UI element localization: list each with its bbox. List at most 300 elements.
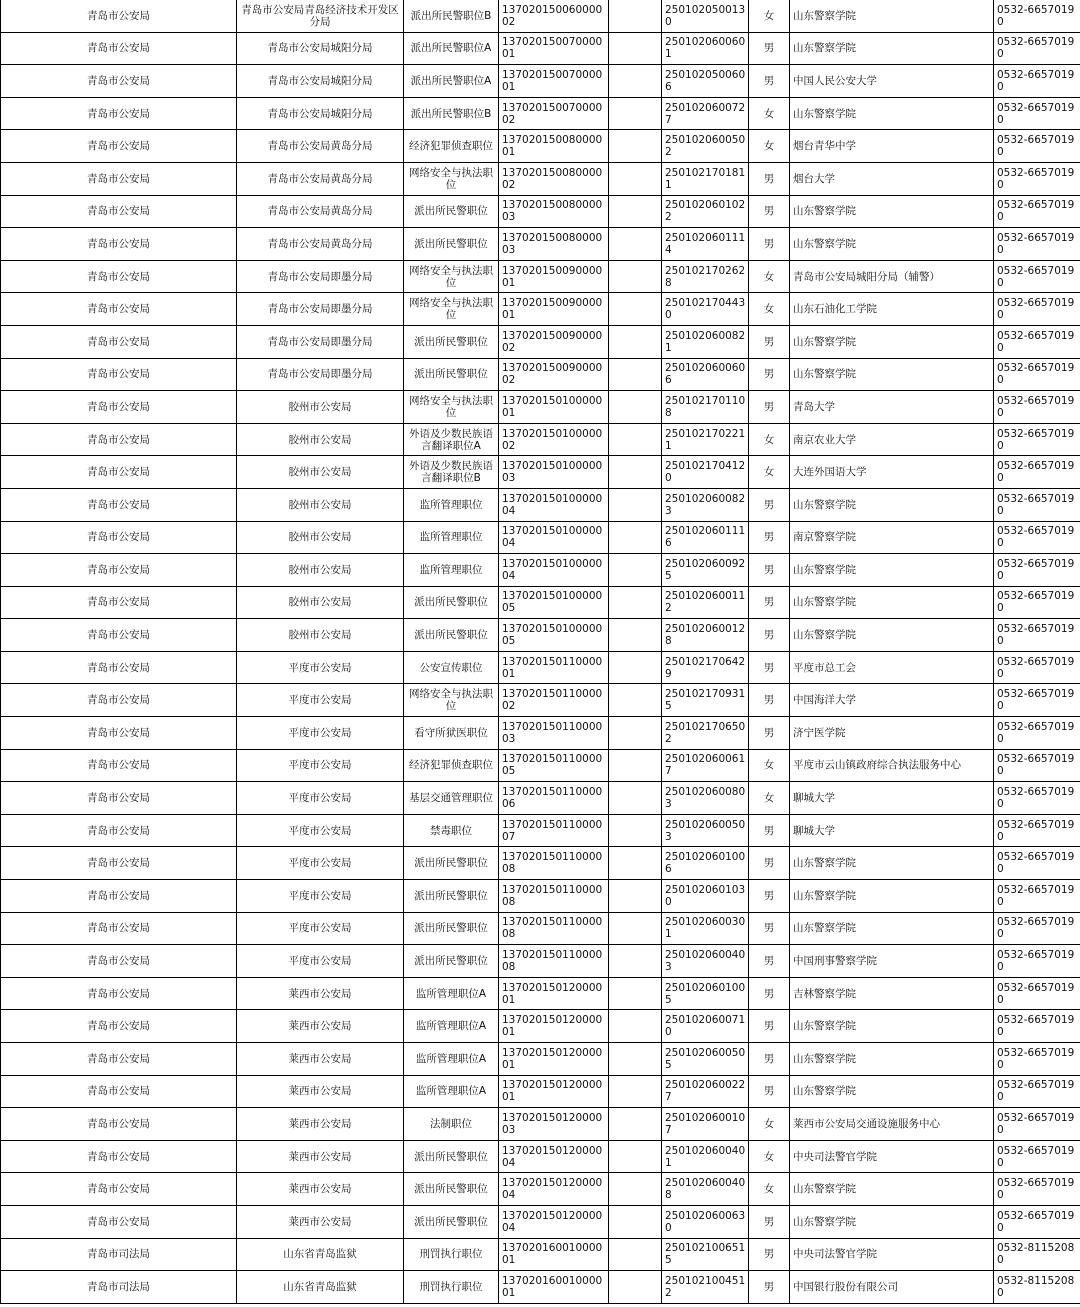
cell-exam-id: 2501021706429 xyxy=(662,651,749,684)
cell-school: 平度市云山镇政府综合执法服务中心 xyxy=(790,749,994,782)
cell-position: 派出所民警职位 xyxy=(404,358,499,391)
cell-org: 青岛市公安局 xyxy=(1,1010,237,1043)
cell-blank xyxy=(609,521,662,554)
cell-unit: 青岛市公安局黄岛分局 xyxy=(237,195,404,228)
cell-blank xyxy=(609,1108,662,1141)
cell-phone: 0532-66570190 xyxy=(994,782,1080,815)
cell-position-code: 13702015010000004 xyxy=(499,554,609,587)
cell-position-code: 13702015009000001 xyxy=(499,260,609,293)
table-row xyxy=(1,782,1080,815)
cell-unit: 胶州市公安局 xyxy=(237,554,404,587)
cell-unit: 青岛市公安局即墨分局 xyxy=(237,325,404,358)
cell-position: 派出所民警职位 xyxy=(404,945,499,978)
cell-gender: 女 xyxy=(749,0,790,32)
cell-school: 聊城大学 xyxy=(790,814,994,847)
cell-unit: 青岛市公安局黄岛分局 xyxy=(237,130,404,163)
cell-school: 济宁医学院 xyxy=(790,717,994,750)
cell-org: 青岛市公安局 xyxy=(1,130,237,163)
cell-exam-id: 2501021004512 xyxy=(662,1271,749,1304)
cell-unit: 莱西市公安局 xyxy=(237,1205,404,1238)
cell-org: 青岛市公安局 xyxy=(1,32,237,65)
cell-org: 青岛市公安局 xyxy=(1,749,237,782)
cell-exam-id: 2501020600301 xyxy=(662,912,749,945)
cell-phone: 0532-66570190 xyxy=(994,358,1080,391)
cell-phone: 0532-66570190 xyxy=(994,162,1080,195)
table-row xyxy=(1,1238,1080,1271)
cell-position-code: 13702015009000002 xyxy=(499,358,609,391)
cell-unit: 莱西市公安局 xyxy=(237,1108,404,1141)
cell-exam-id: 2501020601022 xyxy=(662,195,749,228)
cell-unit: 莱西市公安局 xyxy=(237,1075,404,1108)
cell-org: 青岛市司法局 xyxy=(1,1271,237,1304)
cell-school: 山东警察学院 xyxy=(790,1043,994,1076)
cell-position: 监所管理职位 xyxy=(404,521,499,554)
cell-unit: 平度市公安局 xyxy=(237,945,404,978)
cell-phone: 0532-66570190 xyxy=(994,1010,1080,1043)
cell-gender: 男 xyxy=(749,32,790,65)
cell-blank xyxy=(609,195,662,228)
cell-exam-id: 2501021006515 xyxy=(662,1238,749,1271)
cell-school: 山东警察学院 xyxy=(790,97,994,130)
cell-gender: 男 xyxy=(749,195,790,228)
cell-gender: 男 xyxy=(749,1043,790,1076)
cell-blank xyxy=(609,977,662,1010)
cell-unit: 胶州市公安局 xyxy=(237,488,404,521)
cell-unit: 青岛市公安局城阳分局 xyxy=(237,32,404,65)
cell-exam-id: 2501020600408 xyxy=(662,1173,749,1206)
cell-school: 烟台青华中学 xyxy=(790,130,994,163)
cell-org: 青岛市公安局 xyxy=(1,1043,237,1076)
cell-unit: 平度市公安局 xyxy=(237,717,404,750)
cell-unit: 胶州市公安局 xyxy=(237,391,404,424)
cell-exam-id: 2501021702628 xyxy=(662,260,749,293)
cell-phone: 0532-66570190 xyxy=(994,1043,1080,1076)
cell-blank xyxy=(609,32,662,65)
cell-position: 网络安全与执法职位 xyxy=(404,260,499,293)
cell-position-code: 13702015011000003 xyxy=(499,717,609,750)
cell-position: 派出所民警职位 xyxy=(404,1205,499,1238)
cell-exam-id: 2501020600823 xyxy=(662,488,749,521)
cell-exam-id: 2501020500606 xyxy=(662,65,749,98)
cell-position: 禁毒职位 xyxy=(404,814,499,847)
cell-phone: 0532-66570190 xyxy=(994,912,1080,945)
cell-position: 网络安全与执法职位 xyxy=(404,293,499,326)
cell-unit: 平度市公安局 xyxy=(237,814,404,847)
cell-org: 青岛市公安局 xyxy=(1,717,237,750)
cell-school: 聊城大学 xyxy=(790,782,994,815)
cell-phone: 0532-66570190 xyxy=(994,586,1080,619)
cell-org: 青岛市公安局 xyxy=(1,293,237,326)
table-row xyxy=(1,162,1080,195)
cell-org: 青岛市公安局 xyxy=(1,97,237,130)
cell-school: 山东警察学院 xyxy=(790,847,994,880)
table-row xyxy=(1,1173,1080,1206)
cell-school: 山东警察学院 xyxy=(790,912,994,945)
cell-school: 青岛大学 xyxy=(790,391,994,424)
cell-school: 中央司法警官学院 xyxy=(790,1238,994,1271)
cell-blank xyxy=(609,684,662,717)
cell-exam-id: 2501020600502 xyxy=(662,130,749,163)
cell-unit: 平度市公安局 xyxy=(237,749,404,782)
cell-blank xyxy=(609,358,662,391)
cell-gender: 男 xyxy=(749,521,790,554)
cell-position: 派出所民警职位 xyxy=(404,325,499,358)
cell-org: 青岛市公安局 xyxy=(1,880,237,913)
cell-position-code: 13702015007000002 xyxy=(499,97,609,130)
cell-gender: 男 xyxy=(749,814,790,847)
cell-position-code: 13702015012000001 xyxy=(499,977,609,1010)
cell-org: 青岛市公安局 xyxy=(1,1108,237,1141)
cell-position-code: 13702016001000001 xyxy=(499,1271,609,1304)
cell-unit: 山东省青岛监狱 xyxy=(237,1238,404,1271)
cell-exam-id: 2501020601006 xyxy=(662,847,749,880)
cell-exam-id: 2501020600821 xyxy=(662,325,749,358)
cell-exam-id: 2501020600403 xyxy=(662,945,749,978)
cell-blank xyxy=(609,782,662,815)
cell-exam-id: 2501021702211 xyxy=(662,423,749,456)
cell-position-code: 13702015010000004 xyxy=(499,521,609,554)
cell-gender: 男 xyxy=(749,684,790,717)
cell-position: 派出所民警职位 xyxy=(404,912,499,945)
table-row xyxy=(1,32,1080,65)
cell-position: 监所管理职位 xyxy=(404,488,499,521)
cell-blank xyxy=(609,65,662,98)
cell-unit: 莱西市公安局 xyxy=(237,1140,404,1173)
cell-phone: 0532-66570190 xyxy=(994,619,1080,652)
cell-gender: 男 xyxy=(749,325,790,358)
cell-blank xyxy=(609,1010,662,1043)
cell-gender: 男 xyxy=(749,912,790,945)
table-row xyxy=(1,130,1080,163)
cell-position: 刑罚执行职位 xyxy=(404,1271,499,1304)
cell-school: 山东警察学院 xyxy=(790,228,994,261)
cell-position-code: 13702015008000003 xyxy=(499,228,609,261)
cell-school: 大连外国语大学 xyxy=(790,456,994,489)
cell-phone: 0532-66570190 xyxy=(994,521,1080,554)
cell-school: 平度市总工会 xyxy=(790,651,994,684)
cell-unit: 平度市公安局 xyxy=(237,847,404,880)
cell-blank xyxy=(609,130,662,163)
cell-org: 青岛市公安局 xyxy=(1,977,237,1010)
cell-org: 青岛市公安局 xyxy=(1,912,237,945)
cell-blank xyxy=(609,293,662,326)
cell-position: 监所管理职位A xyxy=(404,1043,499,1076)
cell-school: 中国人民公安大学 xyxy=(790,65,994,98)
cell-org: 青岛市公安局 xyxy=(1,488,237,521)
cell-gender: 男 xyxy=(749,717,790,750)
table-row xyxy=(1,195,1080,228)
cell-blank xyxy=(609,912,662,945)
cell-phone: 0532-66570190 xyxy=(994,260,1080,293)
cell-gender: 女 xyxy=(749,749,790,782)
cell-blank xyxy=(609,1043,662,1076)
cell-blank xyxy=(609,423,662,456)
cell-phone: 0532-66570190 xyxy=(994,488,1080,521)
cell-exam-id: 2501020601005 xyxy=(662,977,749,1010)
cell-unit: 平度市公安局 xyxy=(237,684,404,717)
cell-blank xyxy=(609,1075,662,1108)
cell-position-code: 13702015011000002 xyxy=(499,684,609,717)
cell-gender: 男 xyxy=(749,162,790,195)
cell-position: 经济犯罪侦查职位 xyxy=(404,749,499,782)
cell-school: 中央司法警官学院 xyxy=(790,1140,994,1173)
cell-unit: 莱西市公安局 xyxy=(237,1173,404,1206)
cell-phone: 0532-66570190 xyxy=(994,880,1080,913)
cell-school: 山东警察学院 xyxy=(790,1075,994,1108)
cell-org: 青岛市公安局 xyxy=(1,782,237,815)
cell-school: 山东警察学院 xyxy=(790,586,994,619)
cell-unit: 莱西市公安局 xyxy=(237,977,404,1010)
cell-phone: 0532-66570190 xyxy=(994,1173,1080,1206)
cell-exam-id: 2501020601030 xyxy=(662,880,749,913)
cell-position: 监所管理职位 xyxy=(404,554,499,587)
cell-position-code: 13702016001000001 xyxy=(499,1238,609,1271)
cell-position: 网络安全与执法职位 xyxy=(404,684,499,717)
cell-gender: 男 xyxy=(749,65,790,98)
cell-gender: 男 xyxy=(749,1205,790,1238)
cell-exam-id: 2501020600727 xyxy=(662,97,749,130)
cell-position-code: 13702015007000001 xyxy=(499,65,609,98)
cell-position: 派出所民警职位 xyxy=(404,1173,499,1206)
cell-position-code: 13702015011000006 xyxy=(499,782,609,815)
cell-blank xyxy=(609,456,662,489)
table-row xyxy=(1,293,1080,326)
cell-school: 山东警察学院 xyxy=(790,358,994,391)
cell-exam-id: 2501020600601 xyxy=(662,32,749,65)
cell-org: 青岛市公安局 xyxy=(1,228,237,261)
cell-phone: 0532-66570190 xyxy=(994,684,1080,717)
table-row xyxy=(1,619,1080,652)
cell-position-code: 13702015007000001 xyxy=(499,32,609,65)
cell-exam-id: 2501020601116 xyxy=(662,521,749,554)
cell-blank xyxy=(609,847,662,880)
cell-school: 中国刑事警察学院 xyxy=(790,945,994,978)
table-row xyxy=(1,456,1080,489)
cell-school: 吉林警察学院 xyxy=(790,977,994,1010)
cell-unit: 平度市公安局 xyxy=(237,782,404,815)
cell-gender: 男 xyxy=(749,586,790,619)
cell-exam-id: 2501020600227 xyxy=(662,1075,749,1108)
cell-unit: 青岛市公安局即墨分局 xyxy=(237,358,404,391)
table-row xyxy=(1,814,1080,847)
cell-unit: 青岛市公安局即墨分局 xyxy=(237,293,404,326)
cell-position-code: 13702015011000008 xyxy=(499,912,609,945)
cell-position: 派出所民警职位 xyxy=(404,195,499,228)
cell-blank xyxy=(609,586,662,619)
cell-position: 法制职位 xyxy=(404,1108,499,1141)
cell-exam-id: 2501020600503 xyxy=(662,814,749,847)
cell-org: 青岛市公安局 xyxy=(1,847,237,880)
cell-unit: 胶州市公安局 xyxy=(237,456,404,489)
cell-unit: 莱西市公安局 xyxy=(237,1010,404,1043)
cell-school: 山东警察学院 xyxy=(790,0,994,32)
cell-position: 公安宣传职位 xyxy=(404,651,499,684)
cell-exam-id: 2501020600128 xyxy=(662,619,749,652)
cell-blank xyxy=(609,1238,662,1271)
table-row xyxy=(1,749,1080,782)
cell-phone: 0532-66570190 xyxy=(994,130,1080,163)
cell-blank xyxy=(609,162,662,195)
cell-school: 山东警察学院 xyxy=(790,488,994,521)
cell-gender: 女 xyxy=(749,130,790,163)
cell-org: 青岛市公安局 xyxy=(1,65,237,98)
cell-school: 山东警察学院 xyxy=(790,325,994,358)
cell-phone: 0532-81152080 xyxy=(994,1238,1080,1271)
table-row xyxy=(1,880,1080,913)
table-row xyxy=(1,325,1080,358)
table-row xyxy=(1,260,1080,293)
cell-exam-id: 2501020601114 xyxy=(662,228,749,261)
cell-gender: 女 xyxy=(749,456,790,489)
cell-blank xyxy=(609,325,662,358)
cell-position-code: 13702015009000002 xyxy=(499,325,609,358)
cell-position: 经济犯罪侦查职位 xyxy=(404,130,499,163)
cell-org: 青岛市公安局 xyxy=(1,423,237,456)
cell-position: 外语及少数民族语言翻译职位B xyxy=(404,456,499,489)
cell-position-code: 13702015012000001 xyxy=(499,1043,609,1076)
cell-exam-id: 2501021701811 xyxy=(662,162,749,195)
cell-org: 青岛市公安局 xyxy=(1,1205,237,1238)
cell-unit: 青岛市公安局黄岛分局 xyxy=(237,162,404,195)
table-row xyxy=(1,228,1080,261)
table-row xyxy=(1,977,1080,1010)
cell-exam-id: 2501021706502 xyxy=(662,717,749,750)
cell-school: 山东石油化工学院 xyxy=(790,293,994,326)
cell-org: 青岛市公安局 xyxy=(1,0,237,32)
cell-org: 青岛市公安局 xyxy=(1,260,237,293)
cell-gender: 男 xyxy=(749,945,790,978)
cell-position: 派出所民警职位 xyxy=(404,1140,499,1173)
cell-phone: 0532-66570190 xyxy=(994,1108,1080,1141)
cell-position-code: 13702015012000004 xyxy=(499,1173,609,1206)
table-row xyxy=(1,423,1080,456)
cell-position: 基层交通管理职位 xyxy=(404,782,499,815)
cell-unit: 莱西市公安局 xyxy=(237,1043,404,1076)
cell-position-code: 13702015010000003 xyxy=(499,456,609,489)
cell-position-code: 13702015010000004 xyxy=(499,488,609,521)
cell-position-code: 13702015011000008 xyxy=(499,847,609,880)
table-row xyxy=(1,554,1080,587)
cell-school: 山东警察学院 xyxy=(790,32,994,65)
cell-org: 青岛市公安局 xyxy=(1,651,237,684)
cell-position: 派出所民警职位B xyxy=(404,0,499,32)
cell-phone: 0532-66570190 xyxy=(994,554,1080,587)
cell-position-code: 13702015011000008 xyxy=(499,945,609,978)
cell-gender: 男 xyxy=(749,1238,790,1271)
cell-unit: 胶州市公安局 xyxy=(237,521,404,554)
cell-phone: 0532-66570190 xyxy=(994,717,1080,750)
cell-position: 派出所民警职位A xyxy=(404,32,499,65)
cell-exam-id: 2501021704430 xyxy=(662,293,749,326)
cell-gender: 女 xyxy=(749,97,790,130)
cell-org: 青岛市司法局 xyxy=(1,1238,237,1271)
table-row xyxy=(1,717,1080,750)
cell-position: 派出所民警职位 xyxy=(404,586,499,619)
cell-position-code: 13702015010000001 xyxy=(499,391,609,424)
cell-phone: 0532-66570190 xyxy=(994,195,1080,228)
cell-org: 青岛市公安局 xyxy=(1,945,237,978)
cell-position-code: 13702015011000007 xyxy=(499,814,609,847)
cell-phone: 0532-66570190 xyxy=(994,977,1080,1010)
cell-gender: 男 xyxy=(749,619,790,652)
cell-gender: 男 xyxy=(749,1271,790,1304)
cell-blank xyxy=(609,814,662,847)
cell-blank xyxy=(609,945,662,978)
cell-exam-id: 2501021701108 xyxy=(662,391,749,424)
cell-blank xyxy=(609,619,662,652)
cell-position-code: 13702015010000002 xyxy=(499,423,609,456)
table-row xyxy=(1,1010,1080,1043)
table-row xyxy=(1,97,1080,130)
cell-unit: 山东省青岛监狱 xyxy=(237,1271,404,1304)
cell-blank xyxy=(609,228,662,261)
cell-school: 山东警察学院 xyxy=(790,880,994,913)
cell-position-code: 13702015008000002 xyxy=(499,162,609,195)
cell-position-code: 13702015008000003 xyxy=(499,195,609,228)
cell-org: 青岛市公安局 xyxy=(1,554,237,587)
cell-blank xyxy=(609,1140,662,1173)
cell-phone: 0532-66570190 xyxy=(994,945,1080,978)
cell-phone: 0532-66570190 xyxy=(994,847,1080,880)
cell-org: 青岛市公安局 xyxy=(1,684,237,717)
table-row xyxy=(1,1043,1080,1076)
cell-position-code: 13702015011000001 xyxy=(499,651,609,684)
cell-blank xyxy=(609,717,662,750)
cell-phone: 0532-66570190 xyxy=(994,391,1080,424)
cell-gender: 男 xyxy=(749,488,790,521)
cell-unit: 胶州市公安局 xyxy=(237,423,404,456)
table-row xyxy=(1,586,1080,619)
cell-position-code: 13702015012000001 xyxy=(499,1075,609,1108)
cell-blank xyxy=(609,554,662,587)
cell-phone: 0532-66570190 xyxy=(994,1205,1080,1238)
cell-exam-id: 2501020600112 xyxy=(662,586,749,619)
cell-org: 青岛市公安局 xyxy=(1,814,237,847)
table-row xyxy=(1,1140,1080,1173)
cell-blank xyxy=(609,1173,662,1206)
cell-exam-id: 2501020600401 xyxy=(662,1140,749,1173)
cell-exam-id: 2501020600630 xyxy=(662,1205,749,1238)
cell-position-code: 13702015010000005 xyxy=(499,619,609,652)
cell-position: 派出所民警职位 xyxy=(404,847,499,880)
cell-exam-id: 2501020600710 xyxy=(662,1010,749,1043)
cell-unit: 青岛市公安局黄岛分局 xyxy=(237,228,404,261)
cell-unit: 平度市公安局 xyxy=(237,651,404,684)
cell-phone: 0532-66570190 xyxy=(994,325,1080,358)
table-row xyxy=(1,1271,1080,1304)
cell-phone: 0532-81152080 xyxy=(994,1271,1080,1304)
cell-position-code: 13702015008000001 xyxy=(499,130,609,163)
cell-phone: 0532-66570190 xyxy=(994,1140,1080,1173)
cell-gender: 男 xyxy=(749,651,790,684)
cell-unit: 青岛市公安局城阳分局 xyxy=(237,97,404,130)
cell-gender: 男 xyxy=(749,1010,790,1043)
cell-position-code: 13702015006000002 xyxy=(499,0,609,32)
cell-exam-id: 2501020600606 xyxy=(662,358,749,391)
cell-org: 青岛市公安局 xyxy=(1,1173,237,1206)
cell-gender: 男 xyxy=(749,977,790,1010)
cell-position-code: 13702015012000001 xyxy=(499,1010,609,1043)
cell-position-code: 13702015011000005 xyxy=(499,749,609,782)
table-body xyxy=(1,0,1080,1303)
cell-unit: 青岛市公安局青岛经济技术开发区分局 xyxy=(237,0,404,32)
cell-phone: 0532-66570190 xyxy=(994,32,1080,65)
table-row xyxy=(1,521,1080,554)
cell-unit: 平度市公安局 xyxy=(237,912,404,945)
cell-school: 山东警察学院 xyxy=(790,619,994,652)
cell-position: 监所管理职位A xyxy=(404,1010,499,1043)
cell-gender: 男 xyxy=(749,1075,790,1108)
